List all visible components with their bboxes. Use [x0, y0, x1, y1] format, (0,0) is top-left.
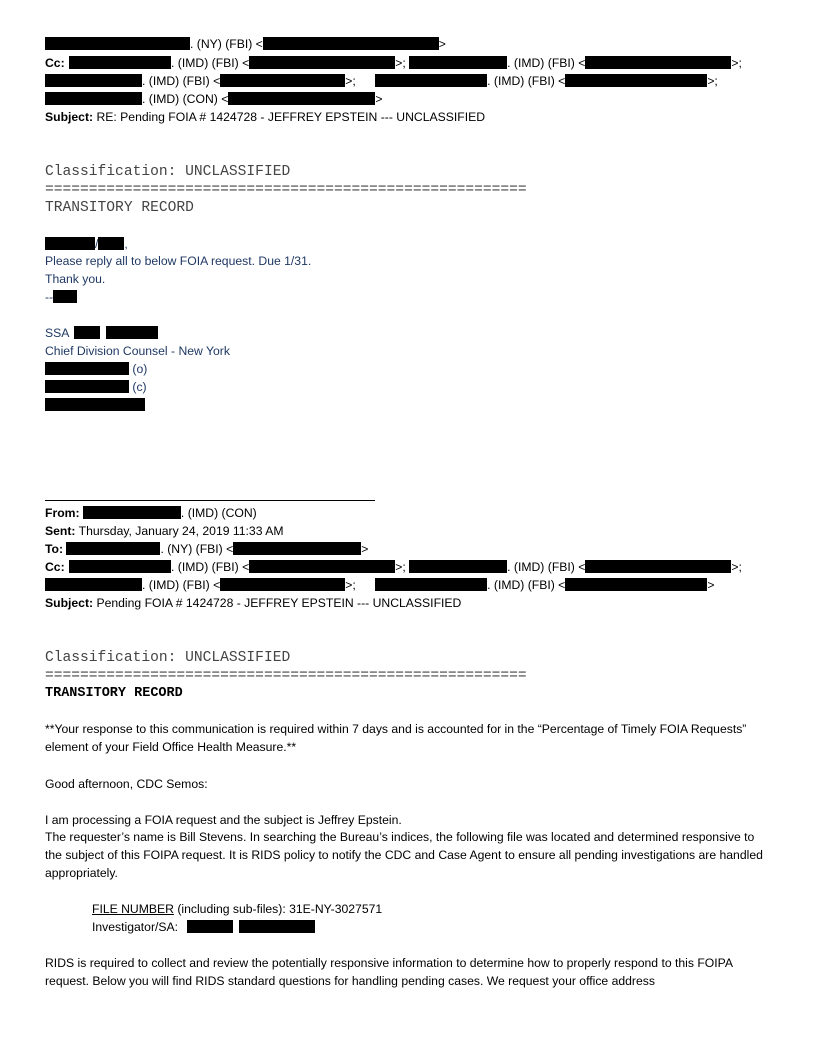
redaction	[187, 920, 233, 933]
cc-label: Cc:	[45, 560, 65, 574]
email-separator	[45, 500, 375, 501]
cc-line-email2	[45, 559, 742, 575]
redaction	[45, 237, 95, 250]
investigator-line	[92, 919, 315, 935]
paragraph-1: I am processing a FOIA request and the subject is Jeffrey Epstein.	[45, 813, 402, 827]
investigator-label: Investigator/SA:	[92, 920, 179, 934]
subject-line-2	[45, 595, 461, 611]
to-label: To:	[45, 542, 64, 556]
addressee-line	[45, 236, 128, 252]
redaction	[228, 92, 375, 105]
redaction	[409, 56, 507, 69]
equals-divider: =======================================================	[45, 182, 527, 198]
sent-label: Sent:	[45, 524, 76, 538]
record-label: TRANSITORY RECORD	[45, 200, 194, 216]
redaction	[45, 578, 142, 591]
redaction	[69, 56, 171, 69]
cc3-tail: . (IMD) (FBI) <	[142, 74, 221, 88]
cc1-tail: . (IMD) (FBI) <	[171, 56, 250, 70]
classification-banner-2: Classification: UNCLASSIFIED	[45, 650, 291, 666]
sent-line	[45, 523, 283, 539]
classification-banner: Classification: UNCLASSIFIED	[45, 164, 291, 180]
cc-line-3	[45, 91, 382, 107]
subject-text: Pending FOIA # 1424728 - JEFFREY EPSTEIN --- UNCLASSIFIED	[96, 596, 462, 610]
paragraph-3: RIDS is required to collect and review the potentially responsive information to determine how to properly respond to this FOIPA request. Below you will find RIDS standard questions for handling pending cases. We request your office address	[45, 956, 733, 988]
to-tail: . (NY) (FBI) <	[160, 542, 234, 556]
body-line-2: Thank you.	[45, 272, 106, 286]
from-line	[45, 36, 446, 52]
redaction	[45, 398, 145, 411]
cc1-sep: >;	[395, 560, 406, 574]
from-close: >	[438, 37, 446, 51]
cc-line-email2-2	[45, 577, 714, 593]
cc3-close: >;	[345, 74, 356, 88]
redaction	[69, 560, 171, 573]
redaction	[66, 542, 160, 555]
timeliness-notice: **Your response to this communication is required within 7 days and is accounted for in the “Percentage of Timely FOIA Requests” element of your Field Office Health Measure.**	[45, 722, 747, 754]
redaction	[585, 56, 731, 69]
redaction	[45, 380, 129, 393]
from-tail: . (NY) (FBI) <	[190, 37, 263, 51]
cc-line	[45, 55, 742, 71]
phone-o-label: (o)	[132, 362, 148, 376]
redaction	[45, 92, 142, 105]
subject-line	[45, 109, 485, 125]
subject-label: Subject:	[45, 110, 94, 124]
file-number-line	[92, 901, 382, 917]
subject-label: Subject:	[45, 596, 94, 610]
cc2-close: >;	[731, 560, 742, 574]
redaction	[53, 290, 77, 303]
redaction	[263, 37, 439, 50]
signoff-line	[45, 289, 77, 305]
cc5-tail: . (IMD) (CON) <	[142, 92, 229, 106]
cc3-tail: . (IMD) (FBI) <	[142, 578, 221, 592]
redaction	[565, 74, 707, 87]
subject-text: RE: Pending FOIA # 1424728 - JEFFREY EPSTEIN --- UNCLASSIFIED	[96, 110, 486, 124]
redaction	[565, 578, 707, 591]
from-line-2	[45, 505, 257, 521]
redaction	[45, 362, 129, 375]
phone-office	[45, 361, 147, 377]
cc3-close: >;	[345, 578, 356, 592]
redaction	[233, 542, 361, 555]
record-label-2: TRANSITORY RECORD	[45, 686, 183, 701]
signature-name	[45, 325, 158, 341]
redaction	[83, 506, 181, 519]
file-number-value: (including sub-files): 31E-NY-3027571	[173, 902, 383, 916]
cc2-close: >;	[731, 56, 742, 70]
redaction	[74, 326, 100, 339]
redaction	[239, 920, 315, 933]
redaction	[98, 237, 124, 250]
redaction	[45, 74, 142, 87]
cc1-sep: >;	[395, 56, 406, 70]
comma: ,	[124, 237, 128, 251]
sig-title: SSA	[45, 326, 69, 340]
cc-line-2	[45, 73, 718, 89]
cc5-close: >	[375, 92, 383, 106]
file-number-label: FILE NUMBER	[92, 902, 174, 916]
from-tail: . (IMD) (CON)	[180, 506, 257, 520]
to-close: >	[361, 542, 369, 556]
redaction	[249, 56, 395, 69]
equals-divider-2: =======================================================	[45, 668, 527, 684]
redaction	[375, 74, 487, 87]
redaction	[585, 560, 731, 573]
cc2-tail: . (IMD) (FBI) <	[507, 56, 586, 70]
redaction	[220, 578, 345, 591]
body-line-1: Please reply all to below FOIA request. Due 1/31.	[45, 254, 312, 268]
to-line	[45, 541, 368, 557]
cc4-close: >;	[707, 74, 718, 88]
redaction	[249, 560, 395, 573]
phone-cell	[45, 379, 147, 395]
redaction	[409, 560, 507, 573]
cc4-tail: . (IMD) (FBI) <	[487, 578, 566, 592]
cc2-tail: . (IMD) (FBI) <	[507, 560, 586, 574]
paragraph-2: The requester’s name is Bill Stevens. In searching the Bureau’s indices, the following file was located and determined responsive to the subject of this FOIPA request. It is RIDS policy to notify the CDC and Case Agent to ensure all pending investigations are handled appropriately.	[45, 830, 763, 880]
cc4-tail: . (IMD) (FBI) <	[487, 74, 566, 88]
redaction	[45, 37, 190, 50]
cc1-tail: . (IMD) (FBI) <	[171, 560, 250, 574]
greeting: Good afternoon, CDC Semos:	[45, 777, 208, 791]
phone-c-label: (c)	[132, 380, 147, 394]
sent-value: Thursday, January 24, 2019 11:33 AM	[78, 524, 284, 538]
redaction	[220, 74, 345, 87]
redaction	[375, 578, 487, 591]
cc-label: Cc:	[45, 56, 65, 70]
signature-role: Chief Division Counsel - New York	[45, 344, 230, 358]
signature-extra	[45, 397, 145, 413]
slash: /	[95, 237, 99, 251]
redaction	[106, 326, 158, 339]
from-label: From:	[45, 506, 80, 520]
dashes: --	[45, 290, 54, 304]
cc4-close: >	[707, 578, 715, 592]
